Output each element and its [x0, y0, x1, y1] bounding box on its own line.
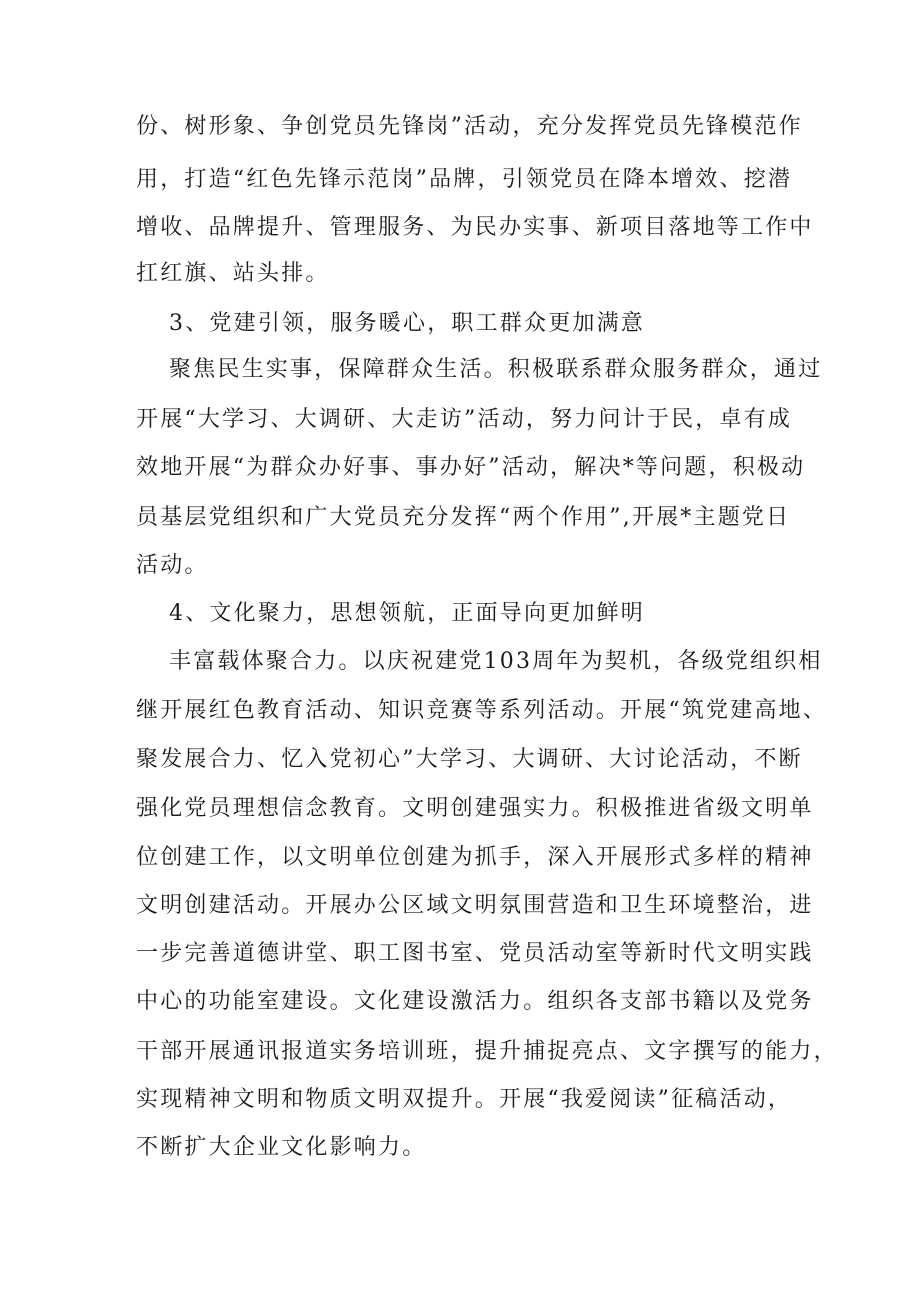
paragraph-1-line-1: 份、树形象、争创党员先锋岗”活动，充分发挥党员先锋模范作 — [136, 114, 803, 139]
paragraph-3-line-9: 干部开展通讯报道实务培训班，提升捕捉亮点、文字撰写的能力， — [136, 1039, 838, 1064]
paragraph-2-line-4: 员基层党组织和广大党员充分发挥“两个作用”,开展*主题党日 — [136, 505, 791, 530]
paragraph-1-line-2: 用，打造“红色先锋示范岗”品牌，引领党员在降本增效、挖潜 — [136, 167, 793, 192]
paragraph-3-line-5: 位创建工作，以文明单位创建为抓手，深入开展形式多样的精神 — [136, 845, 814, 870]
paragraph-3-line-8: 中心的功能室建设。文化建设激活力。组织各支部书籍以及党务 — [136, 989, 814, 1014]
paragraph-2-line-1: 聚焦民生实事，保障群众生活。积极联系群众服务群众，通过 — [169, 357, 823, 382]
paragraph-3-line-6: 文明创建活动。开展办公区域文明氛围营造和卫生环境整治，进 — [136, 893, 814, 918]
section-heading-4: 4、文化聚力，思想领航，正面导向更加鲜明 — [169, 601, 645, 626]
paragraph-3-line-10: 实现精神文明和物质文明双提升。开展“我爱阅读”征稿活动， — [136, 1087, 793, 1112]
paragraph-2-line-2: 开展“大学习、大调研、大走访”活动，努力问计于民，卓有成 — [136, 407, 793, 432]
paragraph-3-line-11: 不断扩大企业文化影响力。 — [136, 1135, 427, 1160]
paragraph-3-line-1: 丰富载体聚合力。以庆祝建党103周年为契机，各级党组织相 — [169, 649, 823, 674]
paragraph-3-line-2: 继开展红色教育活动、知识竞赛等系列活动。开展“筑党建高地、 — [136, 698, 828, 723]
paragraph-2-line-3: 效地开展“为群众办好事、事办好”活动，解决*等问题，积极动 — [136, 455, 806, 480]
paragraph-2-line-5: 活动。 — [136, 553, 209, 578]
paragraph-3-line-4: 强化党员理想信念教育。文明创建强实力。积极推进省级文明单 — [136, 796, 814, 821]
paragraph-1-line-3: 增收、品牌提升、管理服务、为民办实事、新项目落地等工作中 — [136, 215, 814, 240]
paragraph-3-line-7: 一步完善道德讲堂、职工图书室、党员活动室等新时代文明实践 — [136, 941, 814, 966]
paragraph-3-line-3: 聚发展合力、忆入党初心”大学习、大调研、大讨论活动，不断 — [136, 747, 803, 772]
paragraph-1-line-4: 扛红旗、站头排。 — [136, 261, 330, 286]
section-heading-3: 3、党建引领，服务暖心，职工群众更加满意 — [169, 311, 645, 336]
